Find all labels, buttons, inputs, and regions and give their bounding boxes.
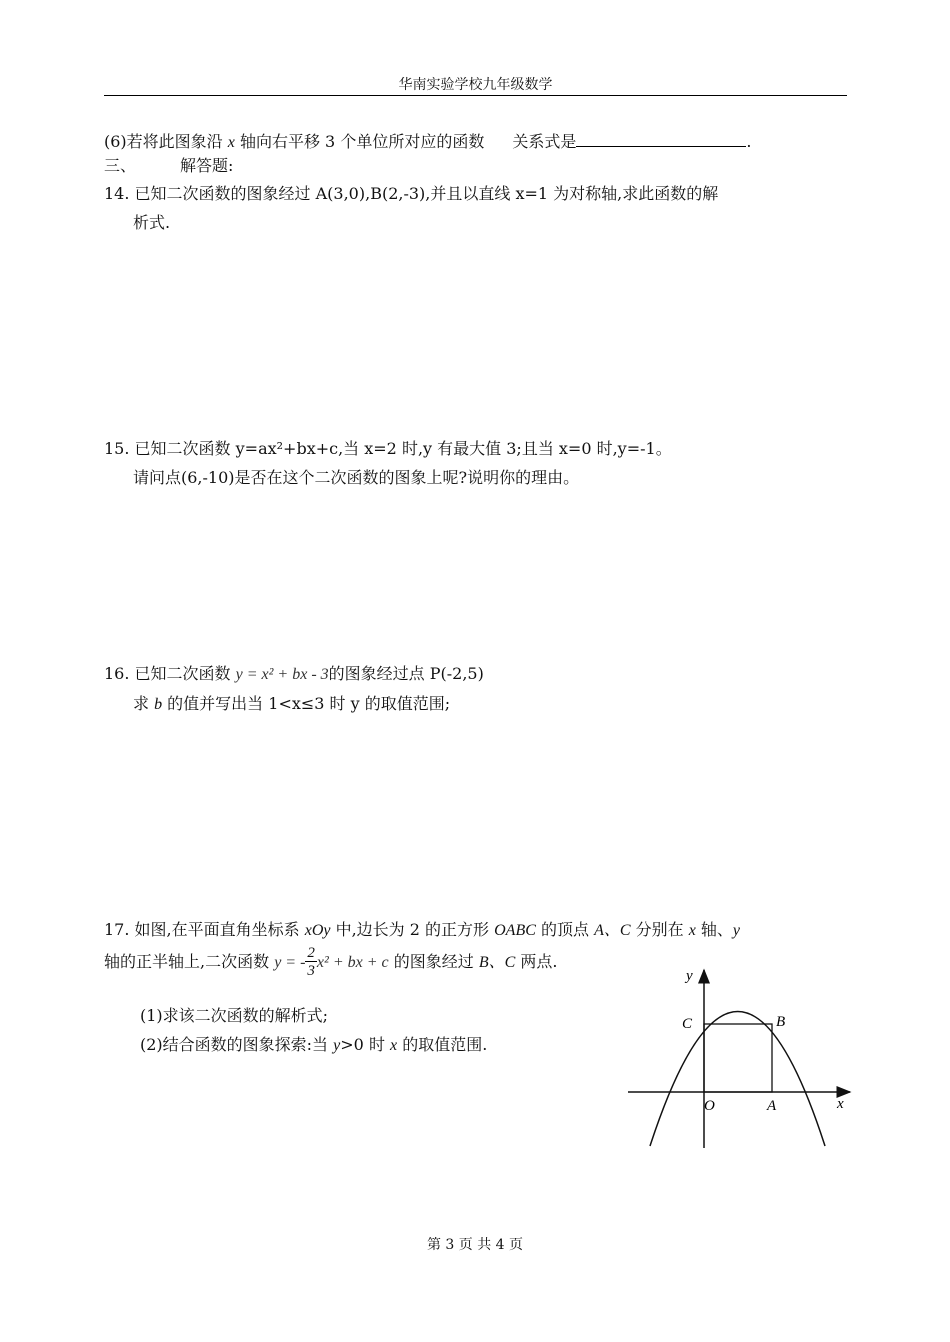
q6-middle: 轴向右平移 3 个单位所对应的函数 [234, 132, 485, 151]
q17-text: 的取值范围. [397, 1035, 488, 1054]
parabola-curve [650, 1012, 825, 1147]
q16-suffix: 的图象经过点 P(-2,5) [328, 664, 484, 683]
fraction-denominator: 3 [307, 963, 315, 979]
label-c: C [682, 1016, 693, 1032]
label-a: A [767, 1098, 777, 1114]
section-heading [104, 153, 233, 176]
q6-suffix: 关系式是 [512, 132, 577, 151]
q16-line2-post: 的值并写出当 1<x≤3 时 y 的取值范围; [162, 694, 451, 713]
q17-xoy: xOy [304, 922, 331, 939]
q17-formula-rhs: x² + bx + c [316, 954, 389, 971]
q17-text: 轴的正半轴上,二次函数 [104, 952, 275, 971]
q17-text: 两点. [515, 952, 558, 971]
q17-y: y [333, 1037, 341, 1054]
q6-var-x: x [227, 134, 235, 151]
question-17-sub2 [140, 1032, 487, 1055]
question-17-sub1: (1)求该二次函数的解析式; [140, 1006, 329, 1025]
question-15-line2: 请问点(6,-10)是否在这个二次函数的图象上呢?说明你的理由。 [133, 468, 580, 487]
section-title: 解答题: [180, 156, 234, 175]
q17-oabc: OABC [494, 922, 536, 939]
q17-text: 的图象经过 [388, 952, 479, 971]
q17-fraction [305, 946, 317, 979]
label-b: B [776, 1014, 786, 1030]
question-16-line1 [104, 661, 484, 684]
q17-text: 的顶点 [535, 920, 595, 939]
q17-text: 17. 如图,在平面直角坐标系 [104, 920, 305, 939]
header-rule [104, 95, 847, 96]
q17-bc: B、C [478, 954, 516, 971]
fraction-numerator: 2 [307, 945, 315, 961]
q6-end: . [746, 132, 752, 151]
page-footer: 第 3 页 共 4 页 [426, 1237, 524, 1253]
section-number: 三、 [104, 156, 137, 175]
question-16-line2 [133, 691, 450, 714]
q16-line2-pre: 求 [133, 694, 155, 713]
q17-x: x [390, 1037, 398, 1054]
question-15-line1: 15. 已知二次函数 y=ax²+bx+c,当 x=2 时,y 有最大值 3;且当 x=0 时,y=-1。 [104, 439, 672, 458]
q17-ac: A、C [594, 922, 631, 939]
label-y: y [686, 968, 693, 984]
q17-formula-lhs: y = - [274, 954, 306, 971]
question-17-line1 [104, 917, 740, 940]
answer-blank[interactable] [576, 132, 746, 147]
q16-prefix: 16. 已知二次函数 [104, 664, 236, 683]
q17-text: 分别在 [630, 920, 689, 939]
question-6-part [104, 129, 751, 152]
q16-formula: y = x² + bx - 3 [235, 666, 329, 683]
label-x: x [837, 1096, 844, 1112]
square-oabc [704, 1024, 772, 1092]
q17-x: x [688, 922, 696, 939]
q6-prefix: (6)若将此图象沿 [104, 132, 228, 151]
question-17-line2 [104, 946, 557, 979]
label-o: O [704, 1098, 715, 1114]
q17-text: >0 时 [340, 1035, 391, 1054]
question-14-line2: 析式. [133, 213, 171, 232]
page-header: 华南实验学校九年级数学 [398, 77, 553, 93]
q17-text: (2)结合函数的图象探索:当 [140, 1035, 334, 1054]
question-14-line1: 14. 已知二次函数的图象经过 A(3,0),B(2,-3),并且以直线 x=1 为对称轴,求此函数的解 [104, 184, 719, 203]
q16-var-b: b [154, 696, 163, 713]
q17-text: 中,边长为 2 的正方形 [330, 920, 495, 939]
q17-text: 轴、 [695, 920, 733, 939]
q17-y: y [732, 922, 741, 939]
parabola-figure [620, 962, 860, 1152]
